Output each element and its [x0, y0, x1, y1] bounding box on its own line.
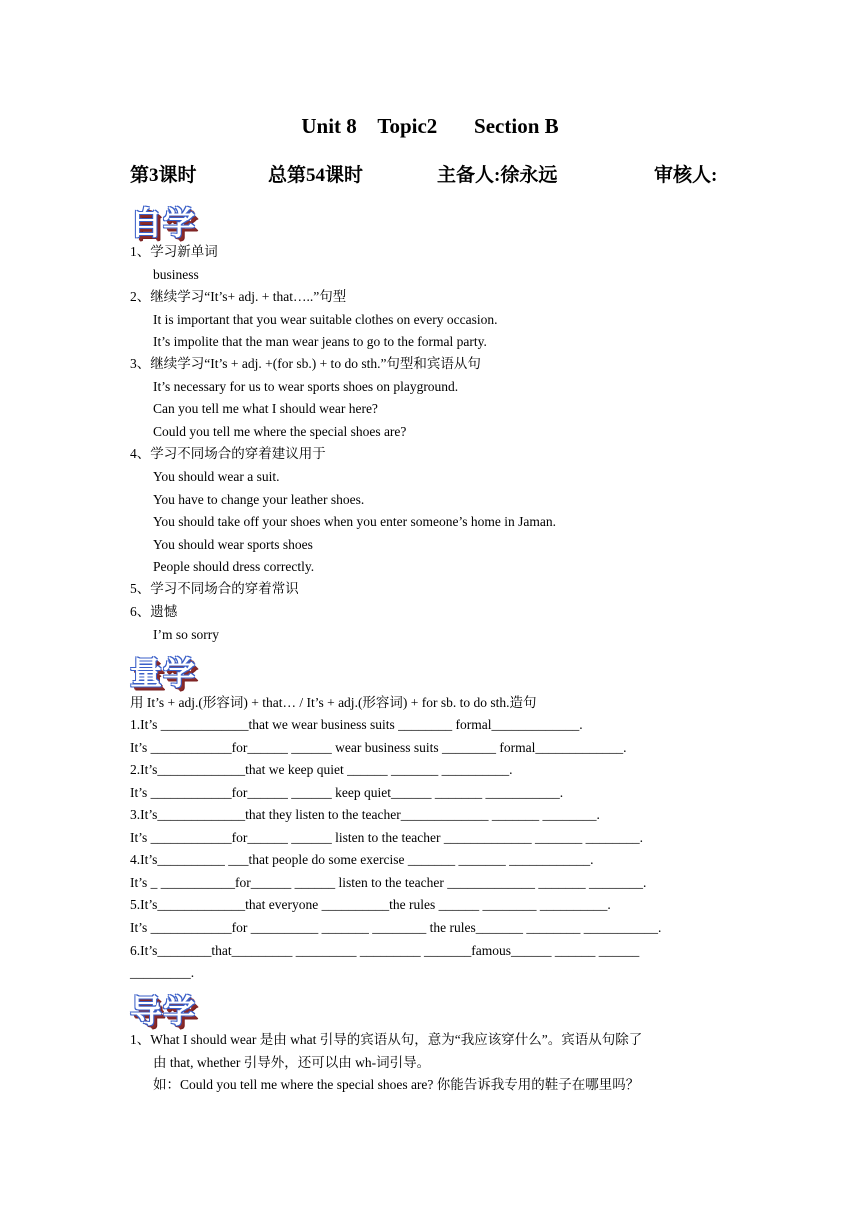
practice-line: It’s _ ___________for______ ______ listen to the teacher _____________ _______ ________.	[130, 875, 647, 890]
preparer-label: 主备人:徐永远	[437, 165, 558, 186]
self-study-line: It’s impolite that the man wear jeans to go to the formal party.	[153, 334, 487, 349]
self-study-line: You have to change your leather shoes.	[153, 492, 365, 507]
practice-line: _________.	[130, 965, 195, 980]
period-label: 第3课时	[130, 165, 197, 186]
practice-line: It’s ____________for __________ _______ ________ the rules_______ ________ ___________.	[130, 920, 662, 935]
self-study-line: It is important that you wear suitable clothes on every occasion.	[153, 312, 498, 327]
self-study-line: People should dress correctly.	[153, 559, 315, 574]
self-study-heading: 自学	[130, 204, 197, 242]
self-study-line: 2、继续学习“It’s+ adj. + that…..”句型	[130, 289, 347, 304]
practice-line: 3.It’s_____________that they listen to the teacher_____________ _______ ________.	[130, 807, 600, 822]
self-study-line: 5、学习不同场合的穿着常识	[130, 581, 299, 596]
guide-heading: 导学	[130, 992, 197, 1030]
self-study-line: I’m so sorry	[153, 627, 219, 642]
practice-line: 5.It’s_____________that everyone __________the rules ______ ________ __________.	[130, 897, 611, 912]
self-study-line: business	[153, 267, 199, 282]
self-study-line: You should wear a suit.	[153, 469, 280, 484]
guide-line: 1、What I should wear 是由 what 引导的宾语从句，意为“我应该穿什么”。宾语从句除了	[130, 1032, 643, 1047]
guide-line: 如：Could you tell me where the special shoes are? 你能告诉我专用的鞋子在哪里吗？	[153, 1077, 640, 1092]
practice-line: 用 It’s + adj.(形容词) + that… / It’s + adj.(形容词) + for sb. to do sth.造句	[130, 695, 537, 710]
self-study-line: You should take off your shoes when you enter someone’s home in Jaman.	[153, 514, 556, 529]
practice-line: 2.It’s_____________that we keep quiet ______ _______ __________.	[130, 762, 513, 777]
total-period-label: 总第54课时	[268, 165, 364, 186]
document-title: Unit 8 Topic2 Section B	[301, 114, 559, 138]
practice-line: It’s ____________for______ ______ keep quiet______ _______ ___________.	[130, 785, 564, 800]
self-study-line: 1、学习新单词	[130, 244, 218, 259]
self-study-line: You should wear sports shoes	[153, 537, 313, 552]
practice-line: 4.It’s__________ ___that people do some exercise _______ _______ ____________.	[130, 852, 594, 867]
practice-line: It’s ____________for______ ______ wear business suits ________ formal_____________.	[130, 740, 627, 755]
practice-heading: 量学	[130, 654, 197, 692]
self-study-line: It’s necessary for us to wear sports shoes on playground.	[153, 379, 459, 394]
practice-line: It’s ____________for______ ______ listen to the teacher _____________ _______ ________.	[130, 830, 643, 845]
self-study-line: 6、遗憾	[130, 604, 178, 619]
practice-line: 1.It’s _____________that we wear business suits ________ formal_____________.	[130, 717, 583, 732]
self-study-line: Can you tell me what I should wear here?	[153, 401, 378, 416]
guide-line: 由 that, whether 引导外，还可以由 wh-词引导。	[153, 1055, 431, 1070]
practice-line: 6.It’s________that_________ _________ _________ _______famous______ ______ ______	[130, 943, 640, 958]
reviewer-label: 审核人:	[654, 165, 718, 186]
self-study-line: 4、学习不同场合的穿着建议用于	[130, 446, 326, 461]
self-study-line: 3、继续学习“It’s + adj. +(for sb.) + to do sth.”句型和宾语从句	[130, 356, 481, 371]
self-study-line: Could you tell me where the special shoes are?	[153, 424, 407, 439]
